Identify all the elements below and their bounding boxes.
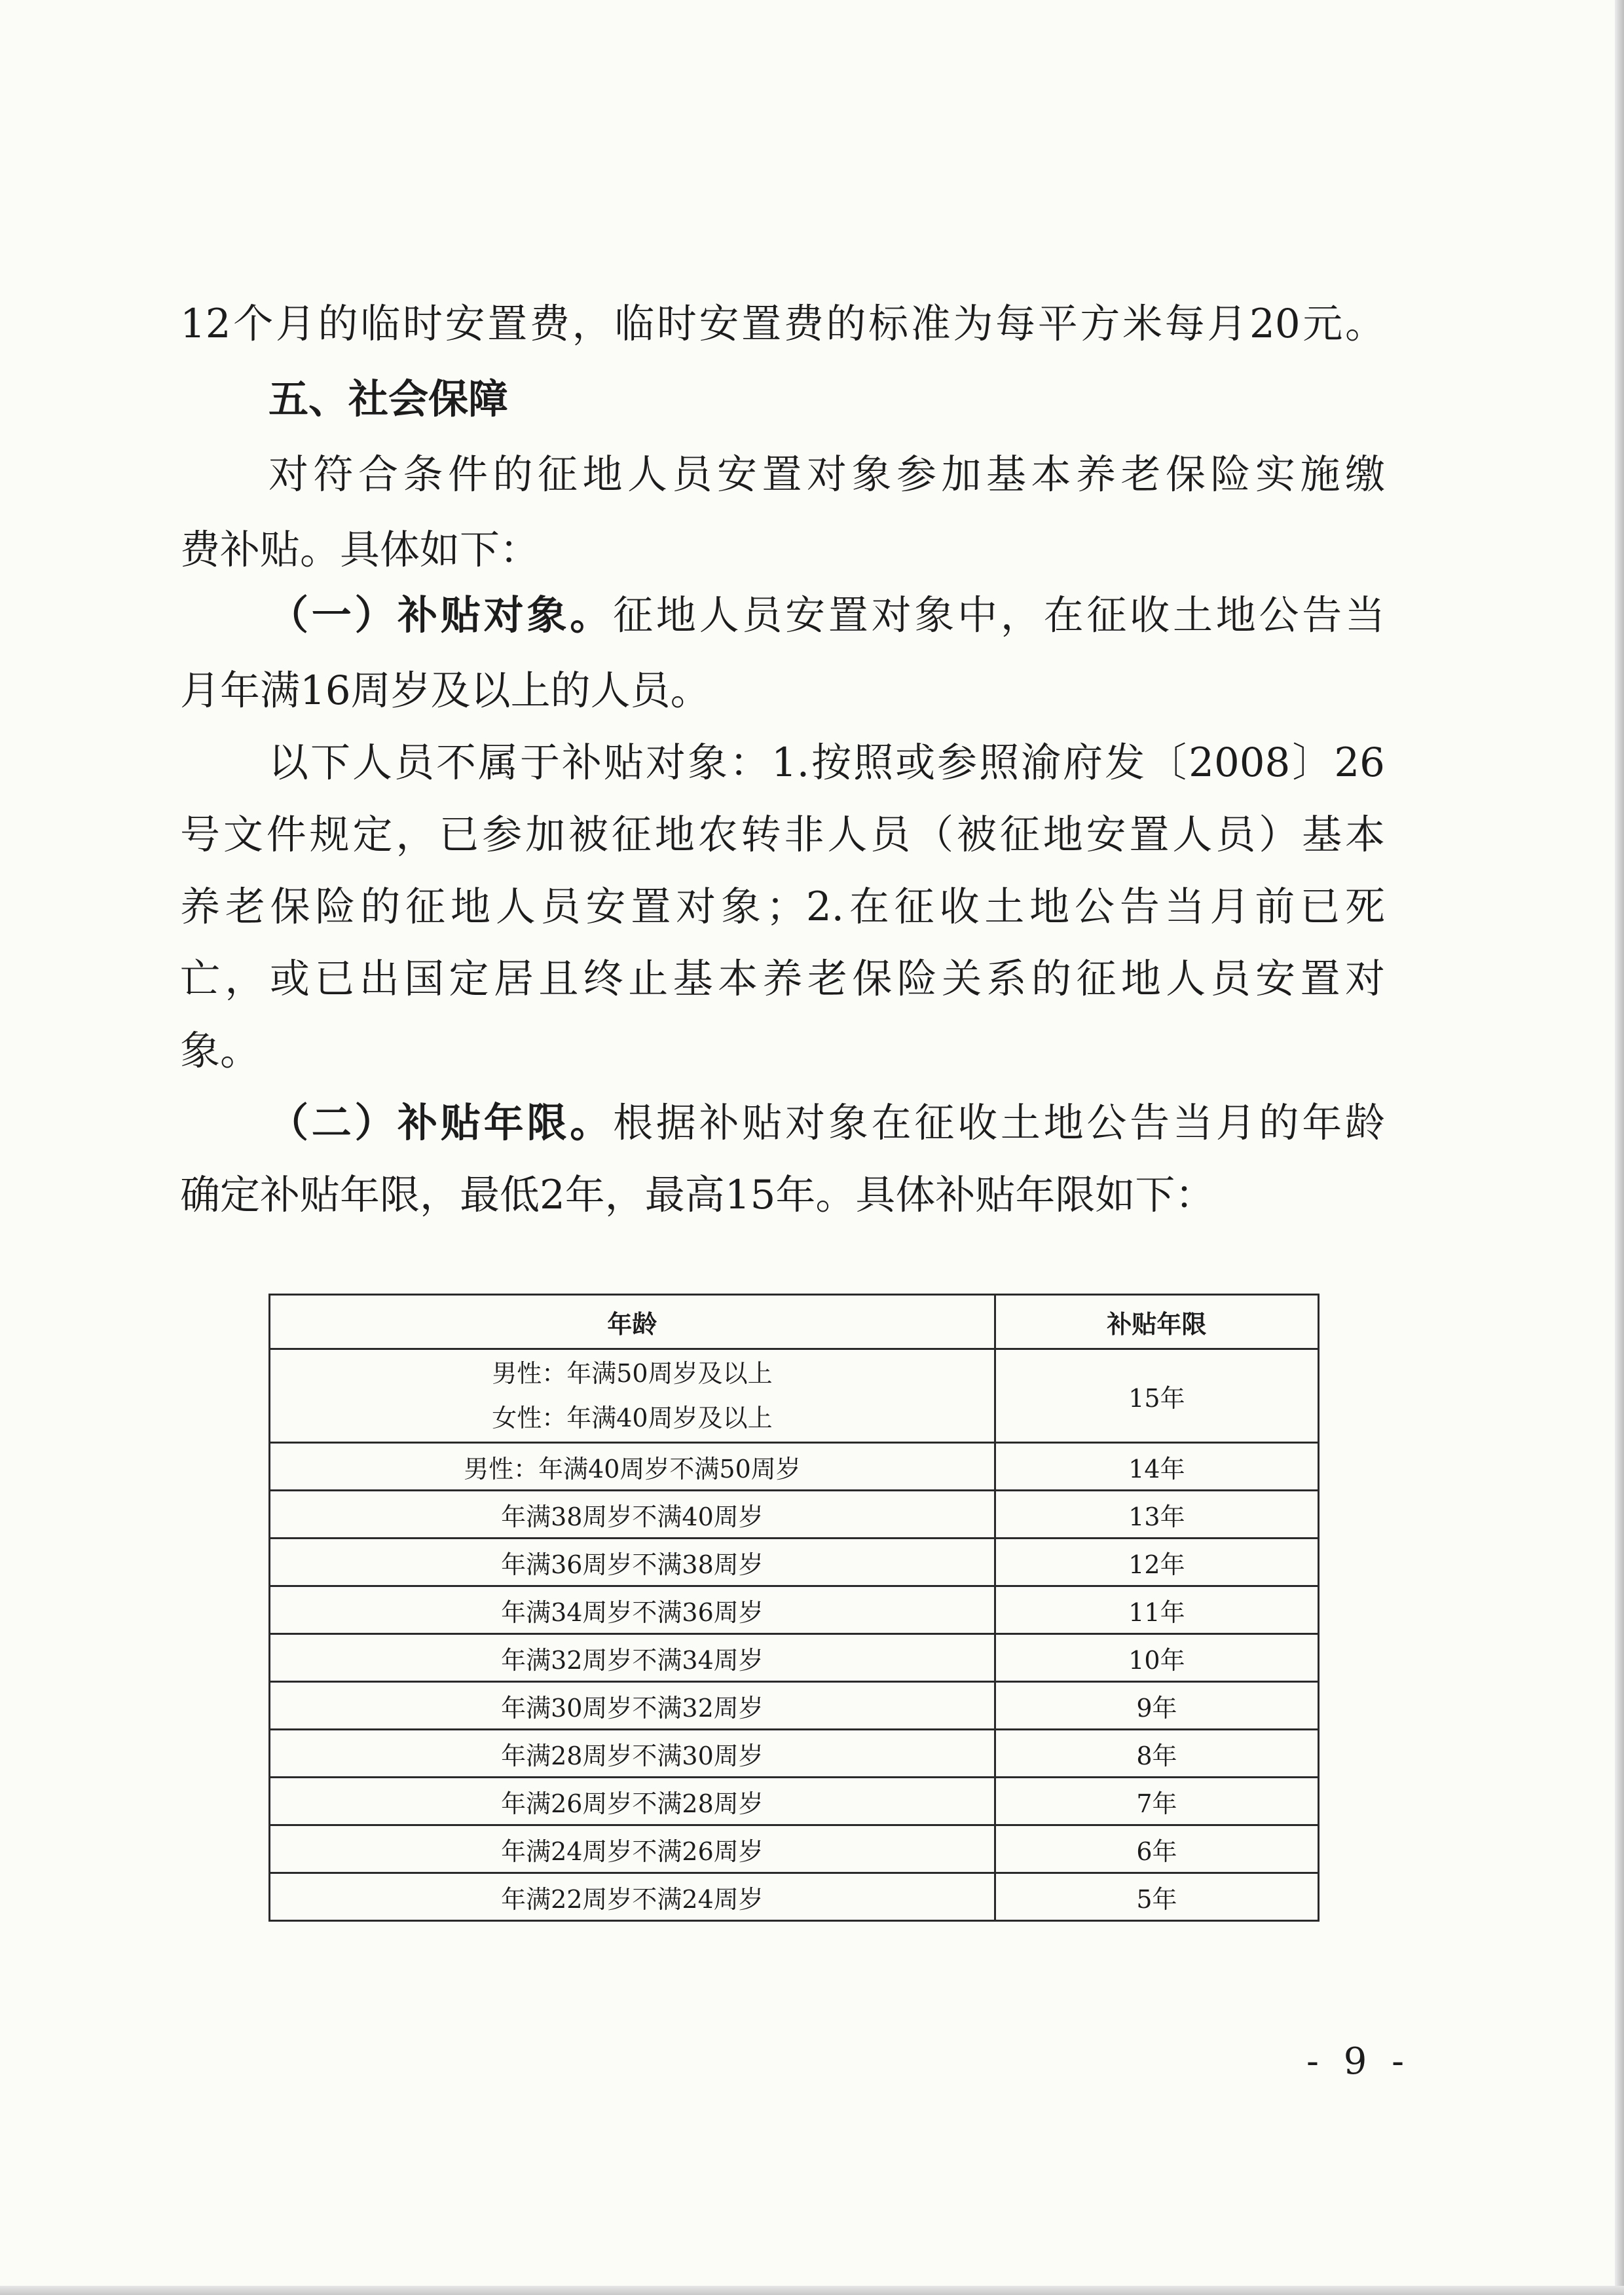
age-cell <box>270 1349 995 1443</box>
age-cell: 年满30周岁不满32周岁 <box>270 1682 995 1730</box>
subsection-title: （一）补贴对象。 <box>268 592 614 639</box>
age-cell: 年满32周岁不满34周岁 <box>270 1634 995 1682</box>
column-header-years: 补贴年限 <box>995 1295 1318 1349</box>
paragraph-line: 月年满16周岁及以上的人员。 <box>180 667 710 714</box>
years-cell: 8年 <box>995 1730 1318 1778</box>
subsection-line <box>268 589 1385 642</box>
subsidy-years-table <box>268 1294 1320 1922</box>
years-cell: 9年 <box>995 1682 1318 1730</box>
table-row <box>270 1539 1319 1586</box>
table-row <box>270 1730 1319 1778</box>
age-cell: 年满28周岁不满30周岁 <box>270 1730 995 1778</box>
table-row <box>270 1586 1319 1634</box>
table-row <box>270 1873 1319 1921</box>
age-cell: 年满24周岁不满26周岁 <box>270 1825 995 1873</box>
paragraph-line: 对符合条件的征地人员安置对象参加基本养老保险实施缴 <box>268 451 1385 498</box>
column-header-age: 年龄 <box>270 1295 995 1349</box>
age-cell: 年满38周岁不满40周岁 <box>270 1491 995 1539</box>
table-row <box>270 1825 1319 1873</box>
subsection-title: （二）补贴年限。 <box>268 1100 614 1146</box>
paragraph-line: 养老保险的征地人员安置对象；2.在征收土地公告当月前已死 <box>180 884 1385 930</box>
paragraph-line: 亡，或已出国定居且终止基本养老保险关系的征地人员安置对 <box>180 956 1385 1002</box>
table-row <box>270 1778 1319 1825</box>
age-cell: 年满26周岁不满28周岁 <box>270 1778 995 1825</box>
years-cell: 14年 <box>995 1443 1318 1491</box>
paragraph-line: 确定补贴年限，最低2年，最高15年。具体补贴年限如下： <box>180 1172 1215 1218</box>
section-heading: 五、社会保障 <box>268 376 509 422</box>
paragraph-line: 以下人员不属于补贴对象：1.按照或参照渝府发〔2008〕26 <box>268 739 1385 786</box>
paragraph-line: 12个月的临时安置费，临时安置费的标准为每平方米每月20元。 <box>180 301 1385 347</box>
table-header-row <box>270 1295 1319 1349</box>
age-line: 男性：年满50周岁及以上 <box>492 1359 773 1388</box>
table-row <box>270 1634 1319 1682</box>
subsection-text: 根据补贴对象在征收土地公告当月的年龄 <box>613 1100 1385 1146</box>
scan-bottom-shadow <box>0 2286 1624 2295</box>
age-cell: 年满36周岁不满38周岁 <box>270 1539 995 1586</box>
age-cell: 年满22周岁不满24周岁 <box>270 1873 995 1921</box>
years-cell: 12年 <box>995 1539 1318 1586</box>
paragraph-line: 象。 <box>180 1028 261 1074</box>
scan-edge-shadow <box>1615 0 1624 2295</box>
years-cell: 5年 <box>995 1873 1318 1921</box>
paragraph-line: 号文件规定，已参加被征地农转非人员（被征地安置人员）基本 <box>180 812 1385 858</box>
subsection-text: 征地人员安置对象中，在征收土地公告当 <box>613 592 1385 639</box>
age-cell: 男性：年满40周岁不满50周岁 <box>270 1443 995 1491</box>
table-row <box>270 1682 1319 1730</box>
age-cell: 年满34周岁不满36周岁 <box>270 1586 995 1634</box>
table-row <box>270 1443 1319 1491</box>
years-cell: 13年 <box>995 1491 1318 1539</box>
table-row <box>270 1491 1319 1539</box>
years-cell: 15年 <box>995 1349 1318 1443</box>
years-cell: 11年 <box>995 1586 1318 1634</box>
subsection-line <box>268 1097 1385 1149</box>
years-cell: 7年 <box>995 1778 1318 1825</box>
paragraph-line: 费补贴。具体如下： <box>180 527 540 573</box>
age-line: 女性：年满40周岁及以上 <box>492 1404 773 1432</box>
years-cell: 6年 <box>995 1825 1318 1873</box>
years-cell: 10年 <box>995 1634 1318 1682</box>
table-row <box>270 1349 1319 1443</box>
page-number: - 9 - <box>1306 2040 1411 2083</box>
